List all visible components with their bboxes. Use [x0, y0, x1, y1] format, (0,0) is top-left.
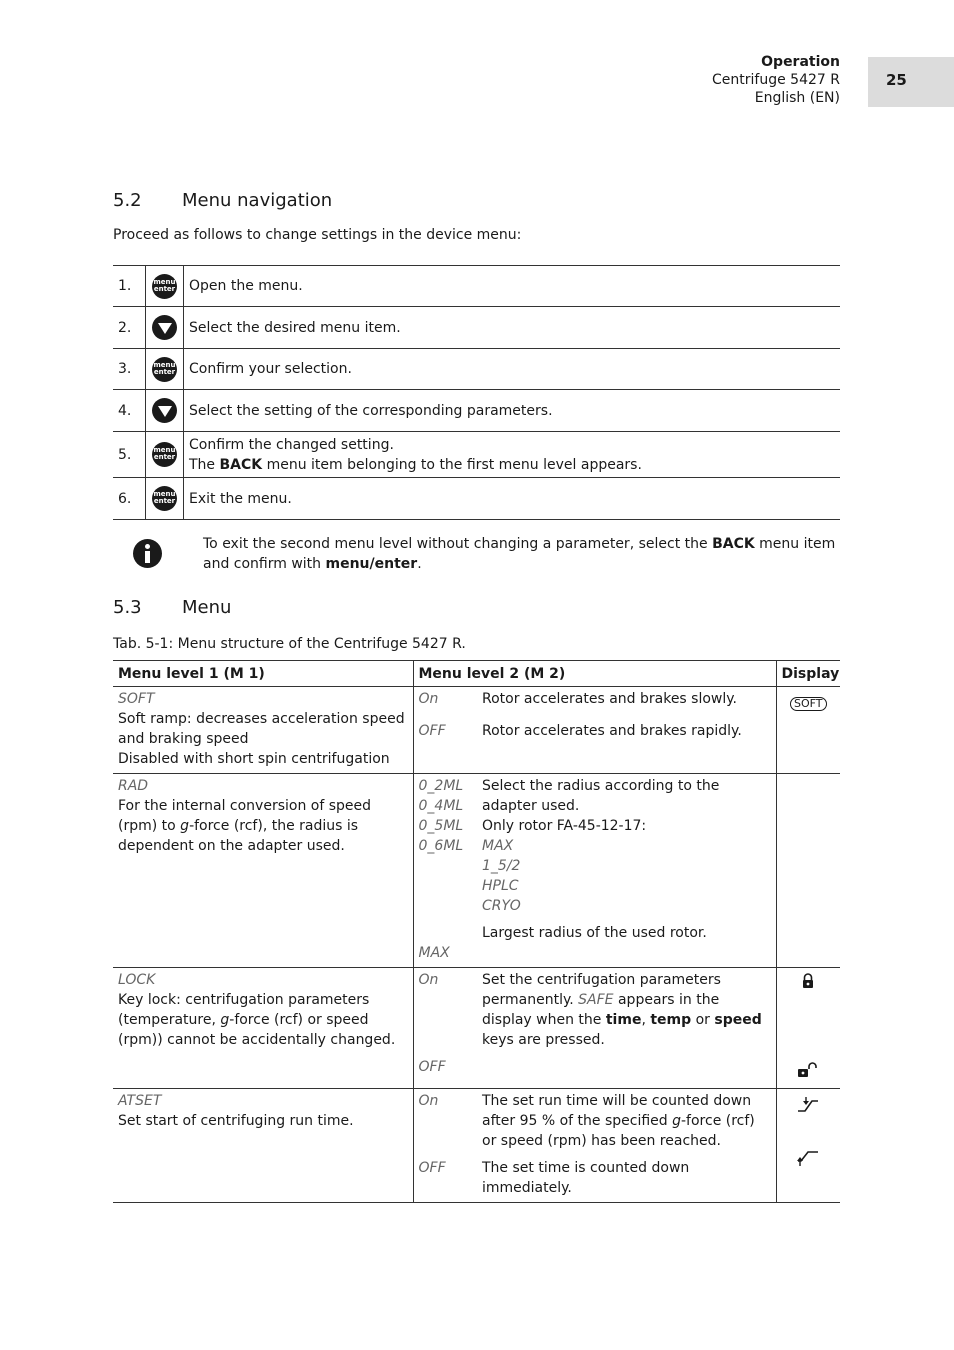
steps-table: [113, 265, 840, 520]
column-header: Menu level 1 (M 1): [113, 661, 413, 687]
step-number: 1.: [113, 266, 146, 307]
menu-enter-icon: menu enter: [152, 274, 177, 299]
step-number: 4.: [113, 390, 146, 432]
step-row: [113, 307, 840, 349]
step-number: 2.: [113, 307, 146, 349]
section-number: 5.2: [113, 190, 142, 211]
menu-enter-icon: menu enter: [152, 357, 177, 382]
table-header-row: [113, 661, 840, 687]
atset-on-icon: [797, 1095, 819, 1113]
section-title: Menu: [182, 597, 232, 618]
header-section: Operation: [761, 54, 840, 70]
section-title: Menu navigation: [182, 190, 333, 211]
menu-code: RAD: [118, 778, 149, 794]
atset-off-icon: [797, 1149, 819, 1167]
step-number: 3.: [113, 349, 146, 390]
header-product: Centrifuge 5427 R: [712, 72, 840, 88]
page-header: [712, 53, 840, 107]
menu-code: ATSET: [118, 1093, 162, 1109]
header-language: English (EN): [754, 90, 840, 106]
intro-text: Proceed as follows to change settings in the device menu:: [113, 227, 522, 243]
column-header: Display: [776, 661, 840, 687]
lock-closed-icon: [801, 973, 815, 989]
step-number: 6.: [113, 478, 146, 520]
section-heading-menu-navigation: [113, 190, 332, 211]
arrow-down-icon: [152, 398, 177, 423]
table-caption: Tab. 5-1: Menu structure of the Centrifuge 5427 R.: [113, 636, 466, 652]
column-header: Menu level 2 (M 2): [413, 661, 776, 687]
table-row-atset: ATSET Set start of centrifuging run time. On OFF The set run time will be counted down after 95 % of the specified g-force (rcf) or speed (rpm) has been reached. The set time is counted down immediately.: [113, 1089, 840, 1203]
step-text: Exit the menu.: [184, 478, 841, 520]
step-row: [113, 432, 840, 478]
step-row: [113, 390, 840, 432]
step-text: Confirm your selection.: [184, 349, 841, 390]
step-row: [113, 266, 840, 307]
arrow-down-icon: [152, 315, 177, 340]
step-text: Confirm the changed setting. The BACK menu item belonging to the first menu level appears.: [184, 432, 841, 478]
table-row-rad: RAD For the internal conversion of speed (rpm) to g-force (rcf), the radius is dependent on the adapter used. 0_2ML 0_4ML 0_5ML 0_6ML MAX Select the radius according to the adapter used. Only rotor FA-45-12-17: MAX 1_5/2 HPLC CRYO Largest radius of the used rotor.: [113, 774, 840, 968]
step-row: [113, 349, 840, 390]
table-row-lock: LOCK Key lock: centrifugation parameters (temperature, g-force (rcf) or speed (rpm)) cannot be accidentally changed. On OFF Set the centrifugation parameters permanently. SAFE appears in the display when the time, temp or speed keys are pressed.: [113, 968, 840, 1089]
info-icon: [133, 539, 162, 568]
step-number: 5.: [113, 432, 146, 478]
info-note: To exit the second menu level without changing a parameter, select the BACK menu item and confirm with menu/enter.: [203, 536, 836, 572]
step-text: Select the setting of the corresponding parameters.: [184, 390, 841, 432]
menu-code: LOCK: [118, 972, 156, 988]
section-heading-menu: [113, 597, 231, 618]
table-row-soft: SOFT Soft ramp: decreases acceleration speed and braking speed Disabled with short spin centrifugation On OFF Rotor accelerates and brakes slowly. Rotor accelerates and brakes rapidly. SOFT: [113, 687, 840, 774]
menu-structure-table: [113, 660, 840, 1203]
page-number: 25: [886, 71, 907, 89]
menu-enter-icon: menu enter: [152, 442, 177, 467]
menu-enter-icon: menu enter: [152, 486, 177, 511]
section-number: 5.3: [113, 597, 142, 618]
step-text: Open the menu.: [184, 266, 841, 307]
step-row: [113, 478, 840, 520]
page-number-box: [868, 57, 954, 107]
lock-open-icon: [797, 1062, 819, 1078]
soft-display-icon: SOFT: [790, 697, 827, 711]
step-text: Select the desired menu item.: [184, 307, 841, 349]
menu-code: SOFT: [118, 691, 155, 707]
